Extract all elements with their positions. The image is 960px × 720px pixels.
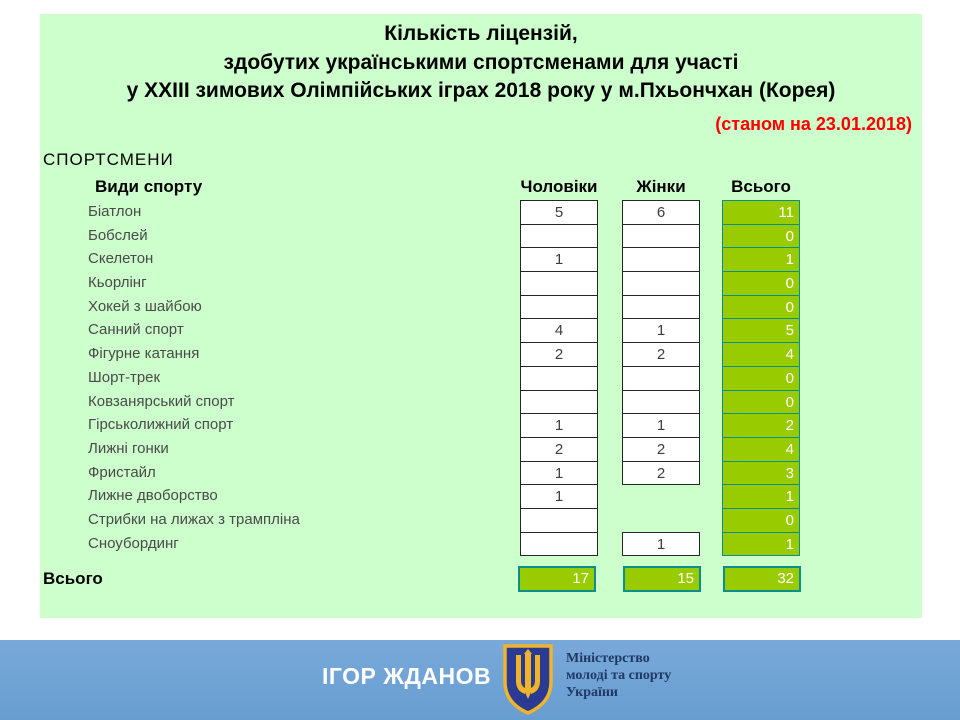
men-count-cell: 1 <box>520 484 598 509</box>
total-count-cell: 0 <box>722 390 800 415</box>
women-count-cell <box>622 271 700 296</box>
total-count-cell: 0 <box>722 224 800 249</box>
sport-label: Лижні гонки <box>88 439 169 457</box>
table-row <box>40 461 922 485</box>
total-count-cell: 0 <box>722 366 800 391</box>
sport-label: Скелетон <box>88 250 154 268</box>
ukraine-trident-shield-icon <box>503 644 553 715</box>
total-count-cell: 0 <box>722 508 800 533</box>
women-count-cell: 6 <box>622 200 700 225</box>
men-count-cell <box>520 532 598 557</box>
column-header-women: Жінки <box>636 177 686 196</box>
women-count-cell <box>622 224 700 249</box>
sport-label: Санний спорт <box>88 321 184 339</box>
men-count-cell <box>520 295 598 320</box>
title-line-2: здобутих українськими спортсменами для участі <box>223 50 739 74</box>
sport-label: Гірськолижний спорт <box>88 416 234 434</box>
men-count-cell: 1 <box>520 413 598 438</box>
men-count-cell: 2 <box>520 437 598 462</box>
women-count-cell: 1 <box>622 318 700 343</box>
totals-overall-cell: 32 <box>723 566 801 592</box>
total-count-cell: 2 <box>722 413 800 438</box>
table-rows <box>40 200 922 555</box>
women-count-cell: 2 <box>622 461 700 486</box>
table-row <box>40 484 922 508</box>
sport-label: Ковзанярський спорт <box>88 392 235 410</box>
table-row <box>40 342 922 366</box>
total-count-cell: 11 <box>722 200 800 225</box>
sport-label: Біатлон <box>88 203 142 220</box>
women-count-cell: 1 <box>622 532 700 557</box>
men-count-cell: 5 <box>520 200 598 225</box>
table-row <box>40 200 922 224</box>
sport-label: Шорт-трек <box>88 368 161 386</box>
date-note: (станом на 23.01.2018) <box>715 114 912 134</box>
totals-women-cell: 15 <box>623 566 701 592</box>
minister-name: ІГОР ЖДАНОВ <box>322 663 492 689</box>
ministry-logo <box>503 644 671 715</box>
slide-title <box>40 14 922 106</box>
women-count-cell: 2 <box>622 437 700 462</box>
men-count-cell <box>520 366 598 391</box>
men-count-cell: 1 <box>520 461 598 486</box>
totals-men-cell: 17 <box>518 566 596 592</box>
women-count-cell <box>622 295 700 320</box>
sport-label: Кьорлінг <box>88 274 147 292</box>
totals-label: Всього <box>43 569 103 588</box>
women-count-cell <box>622 247 700 272</box>
ministry-line-1: Міністерство <box>566 651 650 666</box>
section-label: СПОРТСМЕНИ <box>43 150 174 169</box>
table-row <box>40 413 922 437</box>
men-count-cell <box>520 271 598 296</box>
total-count-cell: 4 <box>722 437 800 462</box>
women-count-cell: 1 <box>622 413 700 438</box>
sport-label: Сноубординг <box>88 534 179 552</box>
sport-label: Хокей з шайбою <box>88 297 202 315</box>
women-count-cell: 2 <box>622 342 700 367</box>
column-header-men: Чоловіки <box>520 177 598 196</box>
footer-bar <box>0 640 960 720</box>
men-count-cell <box>520 390 598 415</box>
table-row <box>40 508 922 532</box>
table-header <box>40 177 922 199</box>
ministry-name <box>566 650 671 701</box>
women-count-cell <box>622 366 700 391</box>
men-count-cell: 1 <box>520 247 598 272</box>
column-header-total: Всього <box>731 177 791 196</box>
men-count-cell: 2 <box>520 342 598 367</box>
total-count-cell: 1 <box>722 532 800 557</box>
total-count-cell: 5 <box>722 318 800 343</box>
ministry-line-2: молоді та спорту <box>566 668 672 683</box>
sport-label: Бобслей <box>88 226 148 244</box>
men-count-cell: 4 <box>520 318 598 343</box>
title-line-1: Кількість ліцензій, <box>384 22 578 45</box>
sport-label: Стрибки на лижах з трампліна <box>88 510 300 528</box>
table-row <box>40 318 922 342</box>
table-row <box>40 366 922 390</box>
ministry-line-3: України <box>566 685 619 700</box>
total-count-cell: 4 <box>722 342 800 367</box>
sport-label: Лижне двоборство <box>88 487 218 505</box>
table-row <box>40 532 922 556</box>
table-row <box>40 390 922 414</box>
sport-label: Фристайл <box>88 463 156 481</box>
title-line-3: у XXIII зимових Олімпійських іграх 2018 року у м.Пхьончхан (Корея) <box>126 79 836 102</box>
table-row <box>40 437 922 461</box>
total-count-cell: 1 <box>722 247 800 272</box>
men-count-cell <box>520 224 598 249</box>
table-row <box>40 271 922 295</box>
totals-row <box>40 566 922 592</box>
women-count-cell <box>622 390 700 415</box>
sport-label: Фігурне катання <box>88 345 200 363</box>
table-row <box>40 247 922 271</box>
column-header-sport: Види спорту <box>95 177 203 196</box>
content-panel <box>40 14 922 618</box>
men-count-cell <box>520 508 598 533</box>
total-count-cell: 1 <box>722 484 800 509</box>
total-count-cell: 3 <box>722 461 800 486</box>
table-row <box>40 224 922 248</box>
table-row <box>40 295 922 319</box>
total-count-cell: 0 <box>722 271 800 296</box>
total-count-cell: 0 <box>722 295 800 320</box>
